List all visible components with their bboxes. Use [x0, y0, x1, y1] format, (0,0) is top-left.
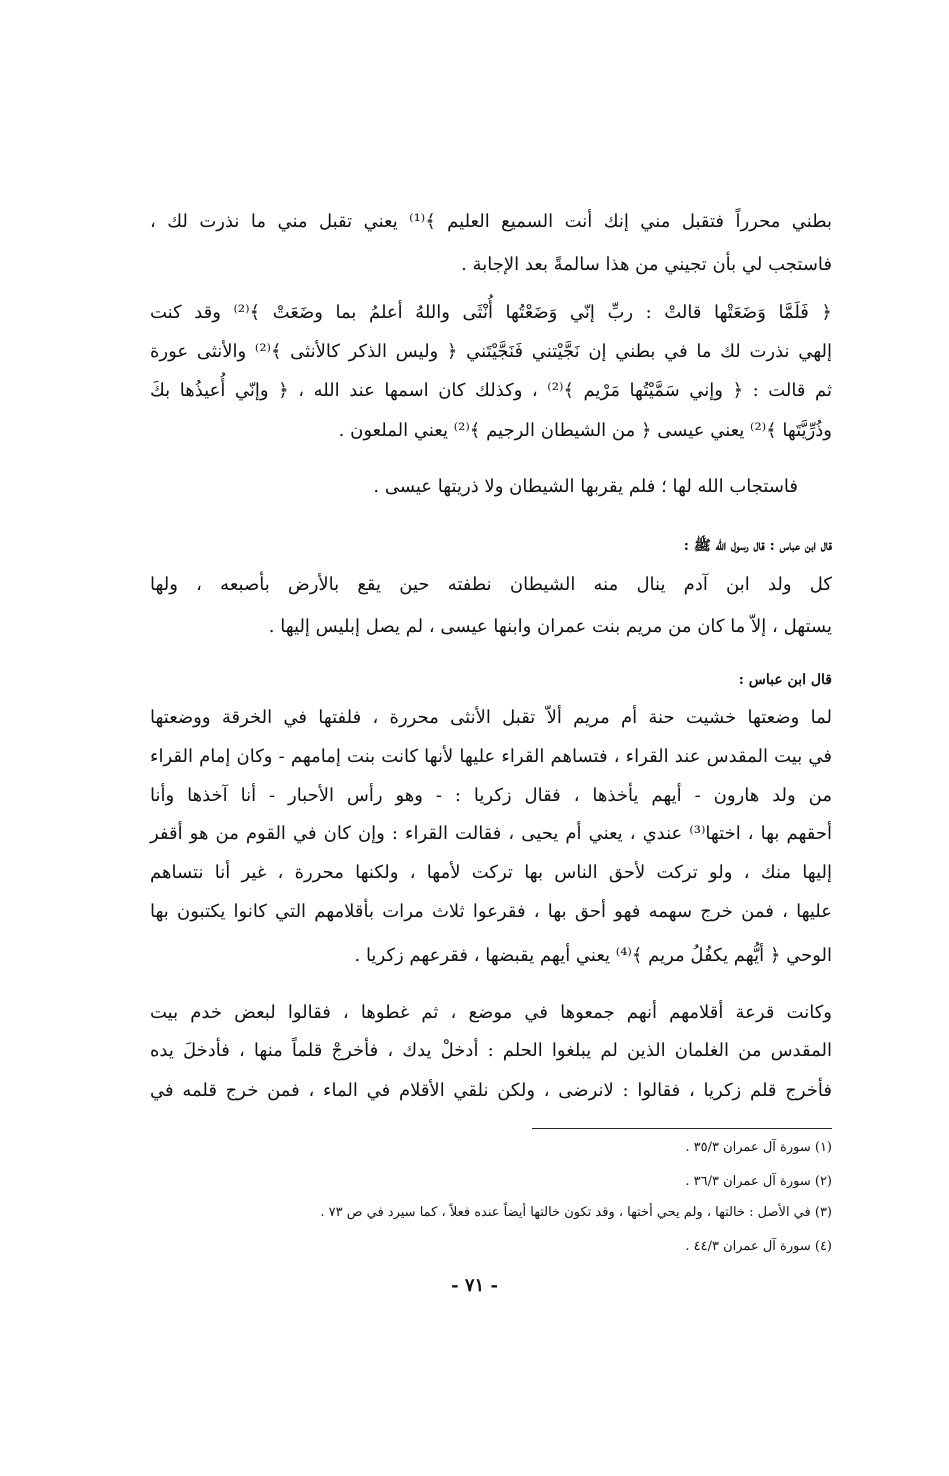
text-line: المقدس من الغلمان الذين لم يبلغوا الحلم : أدخلْ يدك ، فأخرجْ قلماً منها ، فأدخلَ يده: [150, 1040, 832, 1061]
text-line: أحقهم بها ، اختها⁽³⁾ عندي ، يعني أم يحيى ، فقالت القراء : وإن كان في القوم من هو أقفر: [150, 823, 832, 844]
text-line: وكانت قرعة أقلامهم أنهم جمعوها في موضع ، ثم غطوها ، فقالوا لبعض خدم بيت: [150, 1002, 832, 1023]
text-line: ثم قالت : ﴿ وإني سَمَّيْتُها مَرْيم ﴾⁽²⁾ ، وكذلك كان اسمها عند الله ، ﴿ وإنّي أُعيذُها بكَ: [150, 380, 832, 401]
section-heading: قال ابن عباس :: [738, 672, 832, 688]
text-line: بطني محرراً فتقبل مني إنك أنت السميع العليم ﴾⁽¹⁾ يعني تقبل مني ما نذرت لك ،: [150, 211, 832, 232]
text-line: فأخرج قلم زكريا ، فقالوا : لانرضى ، ولكن نلقي الأقلام في الماء ، فمن خرج قلمه في: [150, 1080, 832, 1101]
text-line: فاستجاب الله لها ؛ فلم يقربها الشيطان ولا ذريتها عيسى .: [373, 476, 798, 497]
footnote-divider: [532, 1128, 832, 1129]
text-line: يستهل ، إلاّ ما كان من مريم بنت عمران وابنها عيسى ، لم يصل إبليس إليها .: [268, 616, 832, 637]
text-line: من ولد هارون - أيهم يأخذها ، فقال زكريا : - وهو رأس الأحبار - أنا آخذها وأنا: [150, 785, 832, 806]
footnote: (٤) سورة آل عمران ٤٤/٣ .: [685, 1239, 832, 1254]
text-line: وذُرِّيَّتَها ﴾⁽²⁾ يعني عيسى ﴿ من الشيطان الرجيم ﴾⁽²⁾ يعني الملعون .: [338, 420, 832, 441]
text-line: لما وضعتها خشيت حنة أم مريم ألاّ تقبل الأنثى محررة ، فلفتها في الخرقة ووضعتها: [150, 707, 832, 728]
text-line: فاستجب لي بأن تجيني من هذا سالمةً بعد الإجابة .: [461, 254, 832, 275]
footnote: (٣) في الأصل : خالتها ، ولم يحي أختها ، وقد تكون خالتها أيضاً عنده فعلاً ، كما سيرد في ص ٧٣ .: [320, 1205, 832, 1220]
footnote: (١) سورة آل عمران ٣٥/٣ .: [685, 1140, 832, 1155]
page-number: - ٧١ -: [451, 1275, 498, 1296]
text-line: عليها ، فمن خرج سهمه فهو أحق بها ، فقرعوا ثلاث مرات بأقلامهم التي كانوا يكتبون بها: [150, 901, 832, 922]
text-line: كل ولد ابن آدم ينال منه الشيطان نطفته حين يقع بالأرض بأصبعه ، ولها: [150, 574, 832, 595]
text-line: ﴿ فَلَمَّا وَضَعَتْها قالتْ : ربِّ إنّي وَضَعْتُها أُنْثَى واللهُ أعلمُ بما وضَعَتْ ﴾⁽²⁾ وقد كنت: [150, 302, 832, 323]
text-line: الوحي ﴿ أيُّهم يكفُلُ مريم ﴾⁽⁴⁾ يعني أيهم يقبضها ، فقرعهم زكريا .: [354, 945, 832, 966]
footnote: (٢) سورة آل عمران ٣٦/٣ .: [685, 1174, 832, 1189]
text-line: في بيت المقدس عند القراء ، فتساهم القراء عليها لأنها كانت بنت إمامهم - وكان إمام القراء: [150, 746, 832, 767]
text-line: إلهي نذرت لك ما في بطني إن نَجَّيْتني فَنَجَّيْتَني ﴿ وليس الذكر كالأنثى ﴾⁽²⁾ والأنثى عورة: [150, 341, 832, 362]
text-line: إليها منك ، ولو تركت لأحق الناس بها تركت لأمها ، ولكنها محررة ، غير أنا نتساهم: [150, 862, 832, 883]
section-heading: قال ابن عباس : قال رسول الله ﷺ :: [683, 538, 832, 554]
